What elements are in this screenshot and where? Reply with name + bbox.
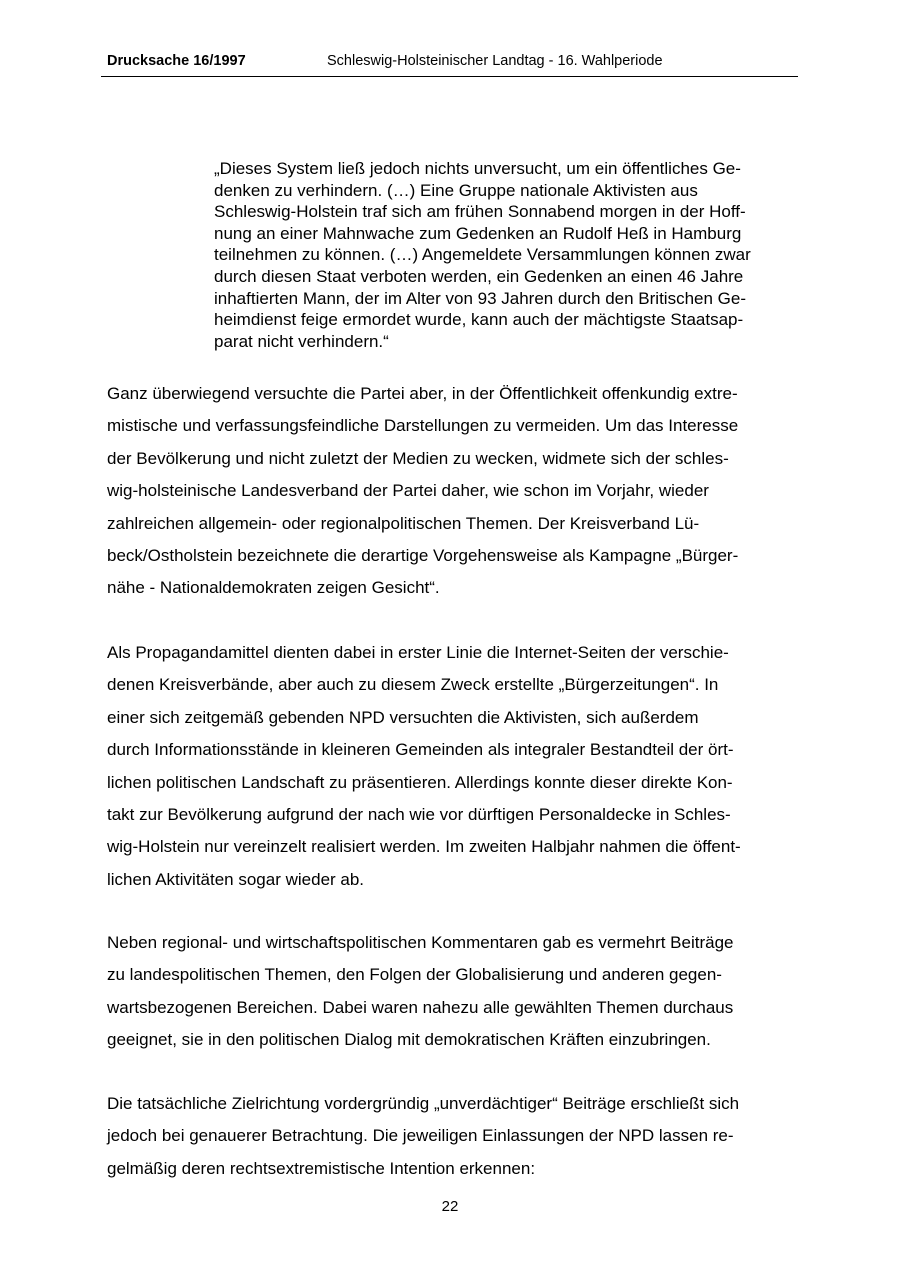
text-line: Die tatsächliche Zielrichtung vordergründig „unverdächtiger“ Beiträge erschließt sich (107, 1094, 740, 1113)
text-line: wartsbezogenen Bereichen. Dabei waren nahezu alle gewählten Themen durchaus (107, 997, 734, 1017)
text-line: nähe - Nationaldemokraten zeigen Gesicht“. (107, 578, 440, 598)
parliament-title: Schleswig-Holsteinischer Landtag - 16. Wahlperiode (327, 53, 663, 69)
quote-line: denken zu verhindern. (…) Eine Gruppe nationale Aktivisten aus (214, 180, 698, 200)
quote-line: parat nicht verhindern.“ (214, 331, 389, 351)
quote-line: durch diesen Staat verboten werden, ein Gedenken an einen 46 Jahre (214, 266, 744, 286)
text-line: Als Propagandamittel dienten dabei in erster Linie die Internet-Seiten der verschie- (107, 643, 729, 662)
quote-line: nung an einer Mahnwache zum Gedenken an Rudolf Heß in Hamburg (214, 223, 742, 243)
text-line: jedoch bei genauerer Betrachtung. Die jeweiligen Einlassungen der NPD lassen re- (107, 1126, 734, 1146)
quote-line: inhaftierten Mann, der im Alter von 93 Jahren durch den Britischen Ge- (214, 288, 747, 308)
text-line: denen Kreisverbände, aber auch zu diesem Zweck erstellte „Bürgerzeitungen“. In (107, 675, 719, 695)
quote-line: heimdienst feige ermordet wurde, kann auch der mächtigste Staatsap- (214, 310, 744, 330)
text-line: der Bevölkerung und nicht zuletzt der Medien zu wecken, widmete sich der schles- (107, 448, 729, 468)
paragraph-4 (107, 1088, 797, 1185)
text-line: Neben regional- und wirtschaftspolitischen Kommentaren gab es vermehrt Beiträge (107, 933, 734, 952)
text-line: takt zur Bevölkerung aufgrund der nach wie vor dürftigen Personaldecke in Schles- (107, 804, 731, 824)
page-header (101, 50, 798, 77)
text-line: beck/Ostholstein bezeichnete die derartige Vorgehensweise als Kampagne „Bürger- (107, 545, 739, 565)
paragraph-2 (107, 637, 797, 896)
text-line: durch Informationsstände in kleineren Gemeinden als integraler Bestandteil der ört- (107, 740, 734, 760)
text-line: mistische und verfassungsfeindliche Darstellungen zu vermeiden. Um das Interesse (107, 416, 739, 436)
block-quote (214, 158, 798, 352)
text-line: einer sich zeitgemäß gebenden NPD versuchten die Aktivisten, sich außerdem (107, 707, 699, 727)
quote-line: „Dieses System ließ jedoch nichts unversucht, um ein öffentliches Ge- (214, 159, 741, 178)
text-line: wig-Holstein nur vereinzelt realisiert werden. Im zweiten Halbjahr nahmen die öffent- (107, 837, 741, 857)
quote-line: Schleswig-Holstein traf sich am frühen Sonnabend morgen in der Hoff- (214, 202, 746, 222)
text-line: wig-holsteinische Landesverband der Partei daher, wie schon im Vorjahr, wieder (107, 481, 709, 501)
quote-line: teilnehmen zu können. (…) Angemeldete Versammlungen können zwar (214, 245, 751, 265)
text-line: zahlreichen allgemein- oder regionalpolitischen Themen. Der Kreisverband Lü- (107, 513, 700, 533)
text-line: lichen Aktivitäten sogar wieder ab. (107, 869, 365, 889)
paragraph-1 (107, 378, 797, 605)
text-line: gelmäßig deren rechtsextremistische Intention erkennen: (107, 1158, 536, 1178)
page-number: 22 (441, 1198, 459, 1215)
text-line: lichen politischen Landschaft zu präsentieren. Allerdings konnte dieser direkte Kon- (107, 772, 733, 792)
text-line: Ganz überwiegend versuchte die Partei aber, in der Öffentlichkeit offenkundig extre- (107, 384, 738, 403)
text-line: geeignet, sie in den politischen Dialog mit demokratischen Kräften einzubringen. (107, 1030, 711, 1050)
paragraph-3 (107, 927, 797, 1057)
text-line: zu landespolitischen Themen, den Folgen der Globalisierung und anderen gegen- (107, 965, 722, 985)
document-number: Drucksache 16/1997 (107, 53, 246, 69)
